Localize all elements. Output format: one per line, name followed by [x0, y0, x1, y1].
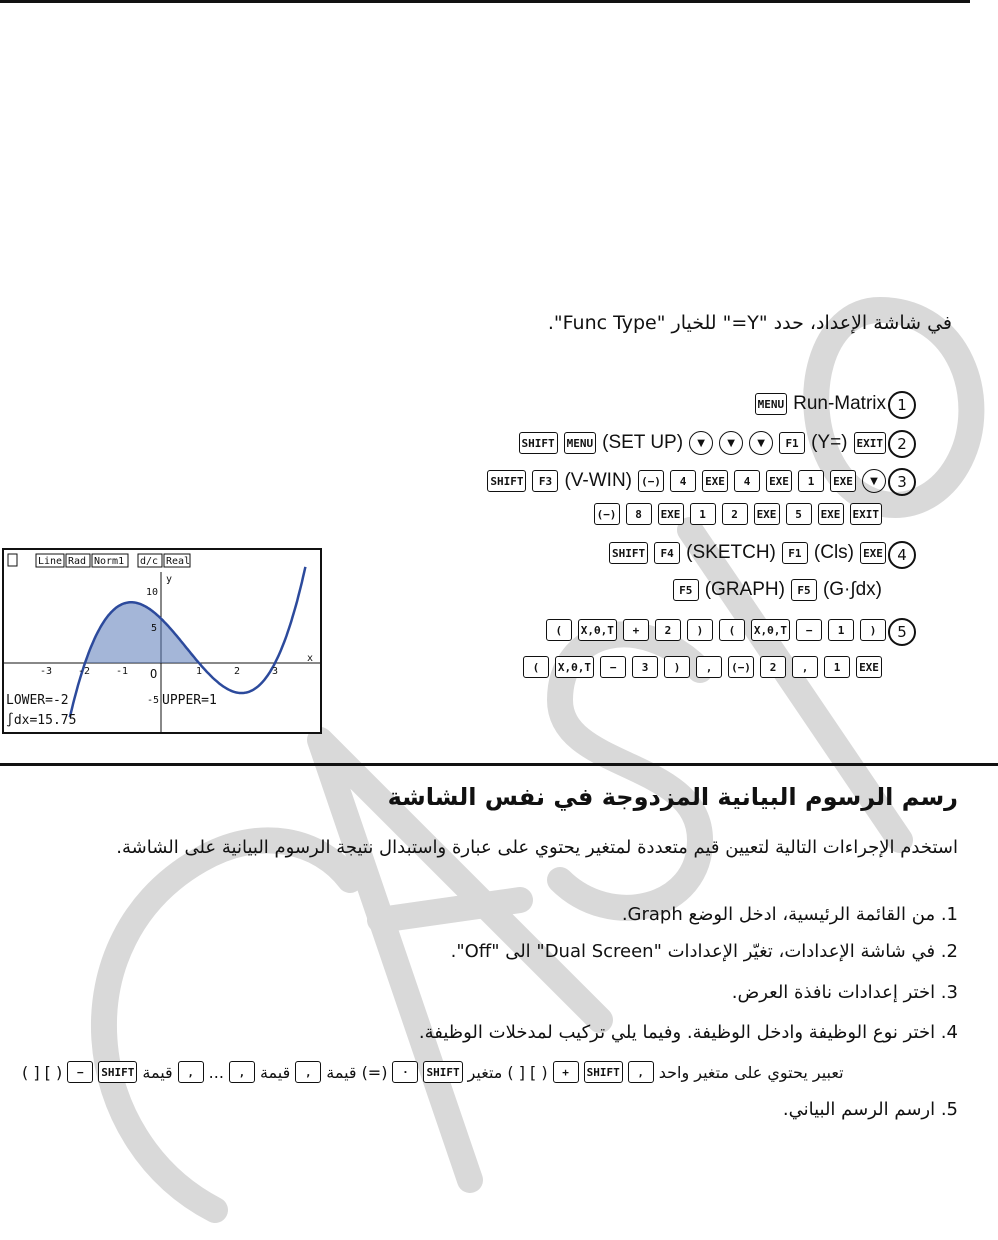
minus-key[interactable]: − [67, 1061, 93, 1083]
section-intro: استخدم الإجراءات التالية لتعيين قيم متعددة لمتغير يحتوي على عبارة واستبدال نتيجة الرسوم البيانية على الشاشة. [116, 837, 958, 858]
variable-key[interactable]: X,θ,T [751, 619, 790, 641]
shift-key[interactable]: SHIFT [609, 542, 648, 564]
plus-key[interactable]: + [553, 1061, 579, 1083]
list-item: 1. من القائمة الرئيسية، ادخل الوضع Graph. [621, 904, 958, 925]
y-tick: -5 [147, 695, 160, 706]
exe-key[interactable]: EXE [702, 470, 728, 492]
exe-key[interactable]: EXE [856, 656, 882, 678]
comma-key[interactable]: , [229, 1061, 255, 1083]
comma-key[interactable]: , [696, 656, 722, 678]
cursor-down-key[interactable]: ▼ [719, 431, 743, 455]
step-5 [546, 619, 886, 641]
x-tick: 3 [272, 666, 279, 677]
negative-key[interactable]: (−) [728, 656, 754, 678]
x-axis-label: x [307, 653, 314, 664]
digit-4-key[interactable]: 4 [734, 470, 760, 492]
minus-key[interactable]: − [796, 619, 822, 641]
integral-area [85, 602, 199, 663]
variable-key[interactable]: X,θ,T [578, 619, 617, 641]
list-item: 2. في شاشة الإعدادات، تغيّر الإعدادات "Dual Screen" الى "Off". [450, 941, 958, 962]
left-paren-key[interactable]: ( [546, 619, 572, 641]
section-divider [0, 763, 998, 766]
exe-key[interactable]: EXE [658, 503, 684, 525]
comma-key[interactable]: , [295, 1061, 321, 1083]
cursor-down-key[interactable]: ▼ [689, 431, 713, 455]
minus-key[interactable]: − [600, 656, 626, 678]
shift-key[interactable]: SHIFT [519, 432, 558, 454]
status-dc: d/c [140, 556, 159, 567]
digit-1-key[interactable]: 1 [798, 470, 824, 492]
status-norm: Norm1 [94, 556, 125, 567]
right-paren-key[interactable]: ) [687, 619, 713, 641]
variable-key[interactable]: X,θ,T [555, 656, 594, 678]
step-text: (SET UP) [602, 432, 684, 453]
digit-2-key[interactable]: 2 [655, 619, 681, 641]
f3-key[interactable]: F3 [532, 470, 558, 492]
setup-instruction: في شاشة الإعداد، حدد "Y=" للخيار "Func Type". [547, 312, 952, 334]
plus-key[interactable]: + [623, 619, 649, 641]
syntax-expression: تعبير يحتوي على متغير واحد [658, 1062, 844, 1082]
status-rad: Rad [68, 556, 87, 567]
y-axis-label: y [166, 574, 173, 585]
syntax-value: قيمة [142, 1062, 173, 1082]
digit-2-key[interactable]: 2 [760, 656, 786, 678]
menu-key[interactable]: MENU [564, 432, 597, 454]
syntax-ellipsis: ... [208, 1062, 224, 1082]
x-tick: -3 [40, 666, 53, 677]
cursor-down-key[interactable]: ▼ [749, 431, 773, 455]
f1-key[interactable]: F1 [782, 542, 808, 564]
battery-icon [8, 554, 17, 566]
y-tick: 5 [151, 623, 158, 634]
step-number: 3 [888, 468, 916, 496]
shift-key[interactable]: SHIFT [584, 1061, 623, 1083]
f4-key[interactable]: F4 [654, 542, 680, 564]
top-rule [0, 0, 970, 3]
list-item: 4. اختر نوع الوظيفة وادخل الوظيفة. وفيما يلي تركيب لمدخلات الوظيفة. [418, 1022, 958, 1043]
comma-key[interactable]: , [792, 656, 818, 678]
dot-key[interactable]: · [392, 1061, 418, 1083]
right-paren-key[interactable]: ) [860, 619, 886, 641]
shift-key[interactable]: SHIFT [423, 1061, 462, 1083]
x-tick: -1 [116, 666, 129, 677]
exe-key[interactable]: EXE [754, 503, 780, 525]
x-tick: -2 [78, 666, 91, 677]
shift-key[interactable]: SHIFT [487, 470, 526, 492]
x-tick: 1 [196, 666, 203, 677]
exe-key[interactable]: EXE [860, 542, 886, 564]
y-tick: 10 [146, 587, 159, 598]
status-line: Line [38, 556, 63, 567]
lower-bound: LOWER=-2 [6, 693, 69, 708]
syntax-value: قيمة [326, 1062, 357, 1082]
digit-5-key[interactable]: 5 [786, 503, 812, 525]
list-item: 5. ارسم الرسم البياني. [782, 1099, 958, 1120]
step-2 [519, 431, 887, 455]
negative-key[interactable]: (−) [638, 470, 664, 492]
step-text: (Cls) [813, 542, 854, 563]
negative-key[interactable]: (−) [594, 503, 620, 525]
digit-2-key[interactable]: 2 [722, 503, 748, 525]
f5-key[interactable]: F5 [791, 579, 817, 601]
left-paren-key[interactable]: ( [719, 619, 745, 641]
syntax-equals: (=) [361, 1062, 388, 1082]
cursor-down-key[interactable]: ▼ [862, 469, 886, 493]
step-5-continued [523, 656, 882, 678]
comma-key[interactable]: , [628, 1061, 654, 1083]
step-3-continued [594, 503, 883, 525]
menu-key[interactable]: MENU [755, 393, 788, 415]
digit-3-key[interactable]: 3 [632, 656, 658, 678]
step-text: (SKETCH) [686, 542, 776, 563]
step-text: (G·∫dx) [822, 579, 882, 600]
syntax-bracket: ( ] [ ) [507, 1062, 548, 1082]
step-1 [755, 393, 886, 415]
digit-1-key[interactable]: 1 [690, 503, 716, 525]
calculator-screen [2, 548, 322, 734]
step-number: 1 [888, 391, 916, 419]
step-text: (GRAPH) [704, 579, 785, 600]
syntax-line [22, 1061, 844, 1083]
digit-1-key[interactable]: 1 [828, 619, 854, 641]
digit-8-key[interactable]: 8 [626, 503, 652, 525]
digit-1-key[interactable]: 1 [824, 656, 850, 678]
step-4-continued [673, 579, 882, 601]
syntax-variable: متغير [467, 1062, 503, 1082]
step-number: 4 [888, 541, 916, 569]
exit-key[interactable]: EXIT [854, 432, 887, 454]
step-text: Run-Matrix [793, 393, 886, 414]
syntax-bracket: ( ] [ ) [22, 1062, 63, 1082]
exe-key[interactable]: EXE [766, 470, 792, 492]
syntax-value: قيمة [259, 1062, 291, 1082]
f5-key[interactable]: F5 [673, 579, 699, 601]
left-paren-key[interactable]: ( [523, 656, 549, 678]
step-text: (V-WIN) [564, 470, 632, 491]
exe-key[interactable]: EXE [818, 503, 844, 525]
status-real: Real [166, 556, 191, 567]
exe-key[interactable]: EXE [830, 470, 856, 492]
right-paren-key[interactable]: ) [664, 656, 690, 678]
shift-key[interactable]: SHIFT [98, 1061, 137, 1083]
digit-4-key[interactable]: 4 [670, 470, 696, 492]
step-3 [487, 469, 886, 493]
upper-bound: UPPER=1 [162, 693, 217, 708]
integral-result: ∫dx=15.75 [6, 713, 77, 728]
step-number: 5 [888, 618, 916, 646]
exit-key[interactable]: EXIT [850, 503, 883, 525]
step-4 [609, 542, 886, 564]
origin-label: O [150, 667, 158, 681]
x-tick: 2 [234, 666, 241, 677]
comma-key[interactable]: , [178, 1061, 204, 1083]
step-text: (Y=) [811, 432, 848, 453]
step-number: 2 [888, 430, 916, 458]
section-title: رسم الرسوم البيانية المزدوجة في نفس الشاشة [387, 783, 958, 811]
list-item: 3. اختر إعدادات نافذة العرض. [731, 982, 958, 1003]
f1-key[interactable]: F1 [779, 432, 805, 454]
